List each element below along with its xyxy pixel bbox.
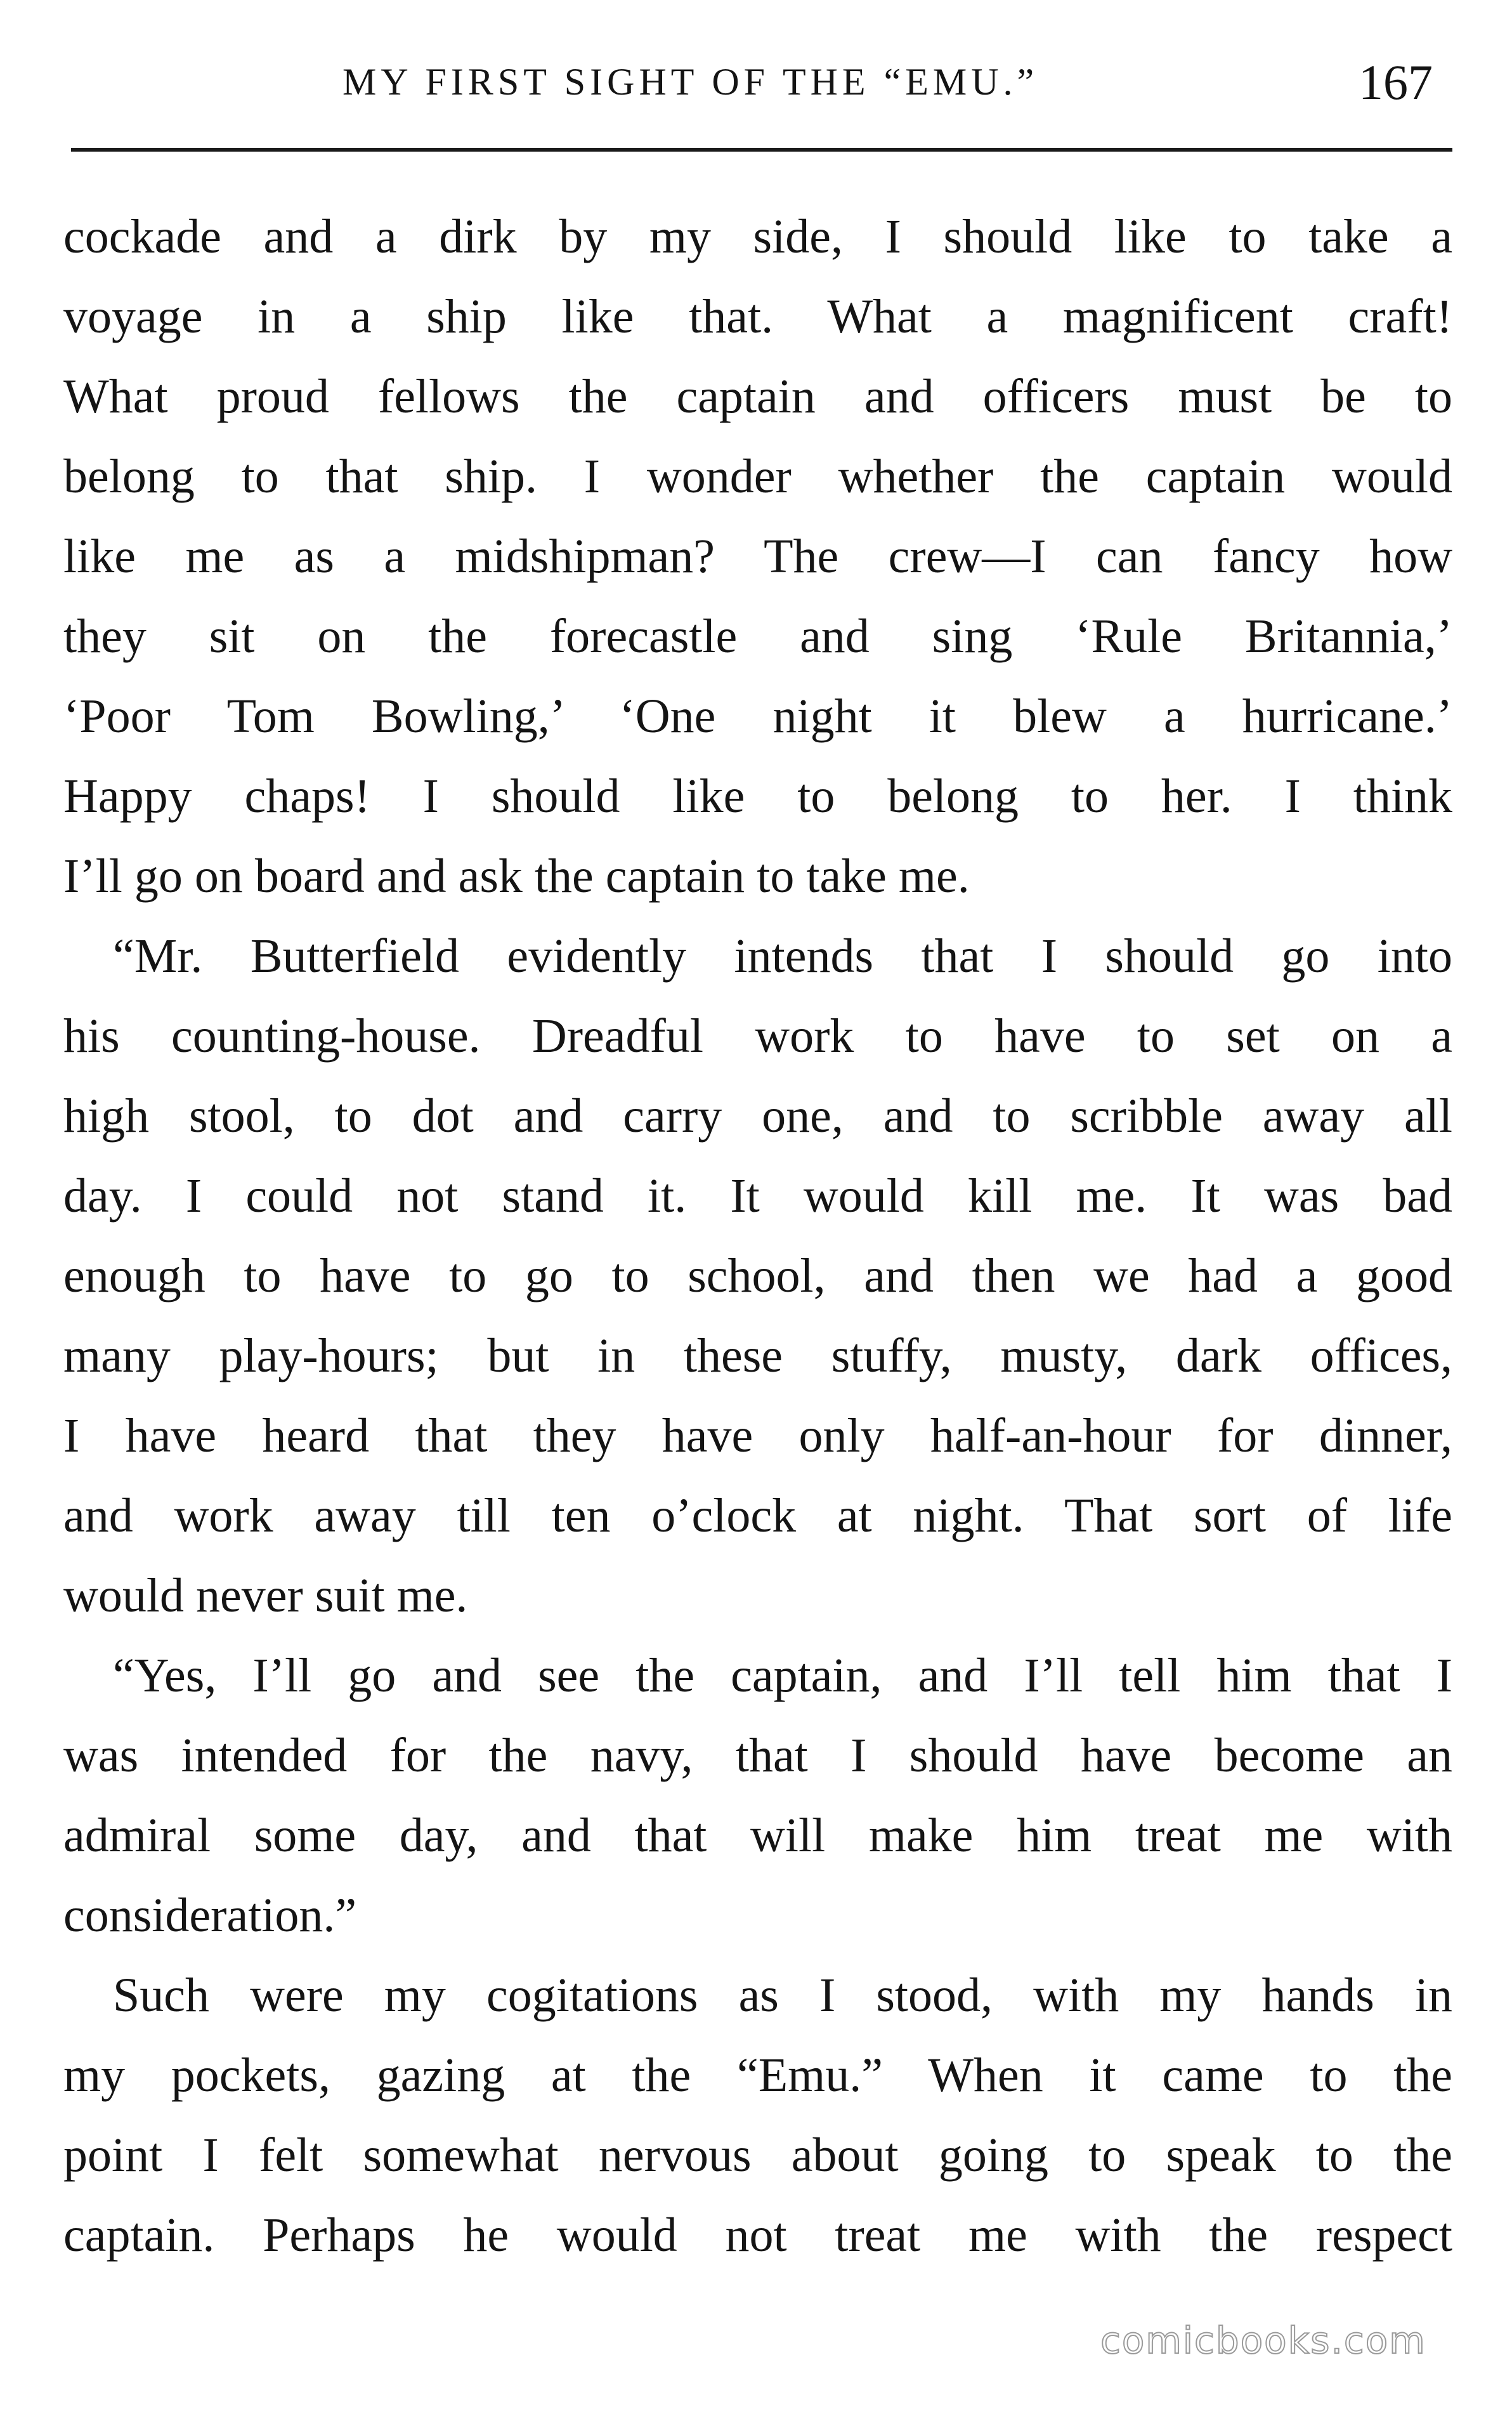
text-line: was intended for the navy, that I should have become an <box>63 1729 1452 1782</box>
text-line: ‘Poor Tom Bowling,’ ‘One night it blew a hurricane.’ <box>63 690 1452 743</box>
paragraph-3 <box>63 1636 1452 1955</box>
text-line: admiral some day, and that will make him treat me with <box>63 1809 1452 1862</box>
text-line: day. I could not stand it. It would kill me. It was bad <box>63 1169 1452 1223</box>
text-line: high stool, to dot and carry one, and to scribble away all <box>63 1089 1452 1143</box>
text-line: would never suit me. <box>63 1569 468 1622</box>
header-rule <box>71 148 1452 152</box>
text-line: “Yes, I’ll go and see the captain, and I’ll tell him that I <box>113 1649 1452 1702</box>
text-line: “Mr. Butterfield evidently intends that I should go into <box>113 929 1452 983</box>
paragraph-2 <box>63 916 1452 1636</box>
paragraph-4 <box>63 1955 1452 2275</box>
running-head: MY FIRST SIGHT OF THE “EMU.” <box>342 61 1039 103</box>
text-line: What proud fellows the captain and officers must be to <box>63 370 1452 423</box>
text-line: my pockets, gazing at the “Emu.” When it came to the <box>63 2049 1452 2102</box>
text-line: many play-hours; but in these stuffy, musty, dark offices, <box>63 1329 1452 1382</box>
text-line: like me as a midshipman? The crew—I can fancy how <box>63 530 1452 583</box>
text-line: Happy chaps! I should like to belong to her. I think <box>63 770 1452 823</box>
watermark: comicbooks.com <box>1100 2319 1426 2362</box>
text-line: captain. Perhaps he would not treat me with the respect <box>63 2208 1452 2262</box>
text-line: voyage in a ship like that. What a magnificent craft! <box>63 290 1452 343</box>
text-line: enough to have to go to school, and then we had a good <box>63 1249 1452 1302</box>
page-header <box>0 54 1512 124</box>
text-line: cockade and a dirk by my side, I should like to take a <box>63 210 1452 263</box>
body-text <box>63 197 1452 2275</box>
text-line: his counting-house. Dreadful work to have to set on a <box>63 1009 1452 1063</box>
page-number: 167 <box>1359 55 1433 110</box>
text-line: I have heard that they have only half-an-hour for dinner, <box>63 1409 1452 1462</box>
text-line: belong to that ship. I wonder whether the captain would <box>63 450 1452 503</box>
text-line: I’ll go on board and ask the captain to take me. <box>63 850 970 903</box>
text-line: and work away till ten o’clock at night. That sort of life <box>63 1489 1452 1542</box>
text-line: consideration.” <box>63 1889 357 1942</box>
text-line: point I felt somewhat nervous about going to speak to the <box>63 2129 1452 2182</box>
text-line: Such were my cogitations as I stood, with my hands in <box>113 1969 1452 2022</box>
text-line: they sit on the forecastle and sing ‘Rule Britannia,’ <box>63 610 1452 663</box>
paragraph-1 <box>63 197 1452 916</box>
